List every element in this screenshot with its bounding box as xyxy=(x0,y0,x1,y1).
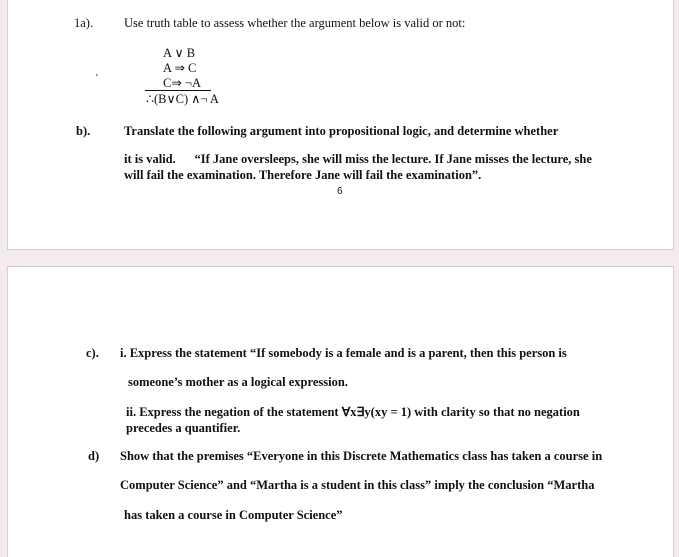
question-1a-text: Use truth table to assess whether the argument below is valid or not: xyxy=(124,16,466,30)
question-1b-line: will fail the examination. Therefore Jane will fail the examination”. xyxy=(124,168,482,182)
question-c-ii-line: precedes a quantifier. xyxy=(126,421,241,435)
premise-1: A ∨ B xyxy=(163,46,196,60)
stray-mark: ' xyxy=(96,73,98,84)
conclusion: ∴(B∨C) ∧¬ A xyxy=(146,92,219,106)
question-1b-label: b). xyxy=(76,124,91,138)
page-number: 6 xyxy=(337,186,343,197)
question-d-label: d) xyxy=(88,449,100,463)
premise-3: C⇒ ¬A xyxy=(163,76,202,90)
question-d-line: Show that the premises “Everyone in this Discrete Mathematics class has taken a course in xyxy=(120,449,603,463)
question-d-line: has taken a course in Computer Science” xyxy=(124,508,343,522)
premise-2: A ⇒ C xyxy=(163,61,197,75)
question-c-i-line: someone’s mother as a logical expression. xyxy=(128,375,348,389)
question-c-ii-line: ii. Express the negation of the statement ∀x∃y(xy = 1) with clarity so that no negation xyxy=(126,405,580,419)
question-1b-line: Translate the following argument into propositional logic, and determine whether xyxy=(124,124,559,138)
question-c-label: c). xyxy=(86,346,99,360)
question-1a-label: 1a). xyxy=(74,16,94,30)
question-c-i-line: i. Express the statement “If somebody is a female and is a parent, then this person is xyxy=(120,346,567,360)
question-1b-line: it is valid. “If Jane oversleeps, she will miss the lecture. If Jane misses the lecture, she xyxy=(124,152,592,166)
question-d-line: Computer Science” and “Martha is a student in this class” imply the conclusion “Martha xyxy=(120,478,595,492)
